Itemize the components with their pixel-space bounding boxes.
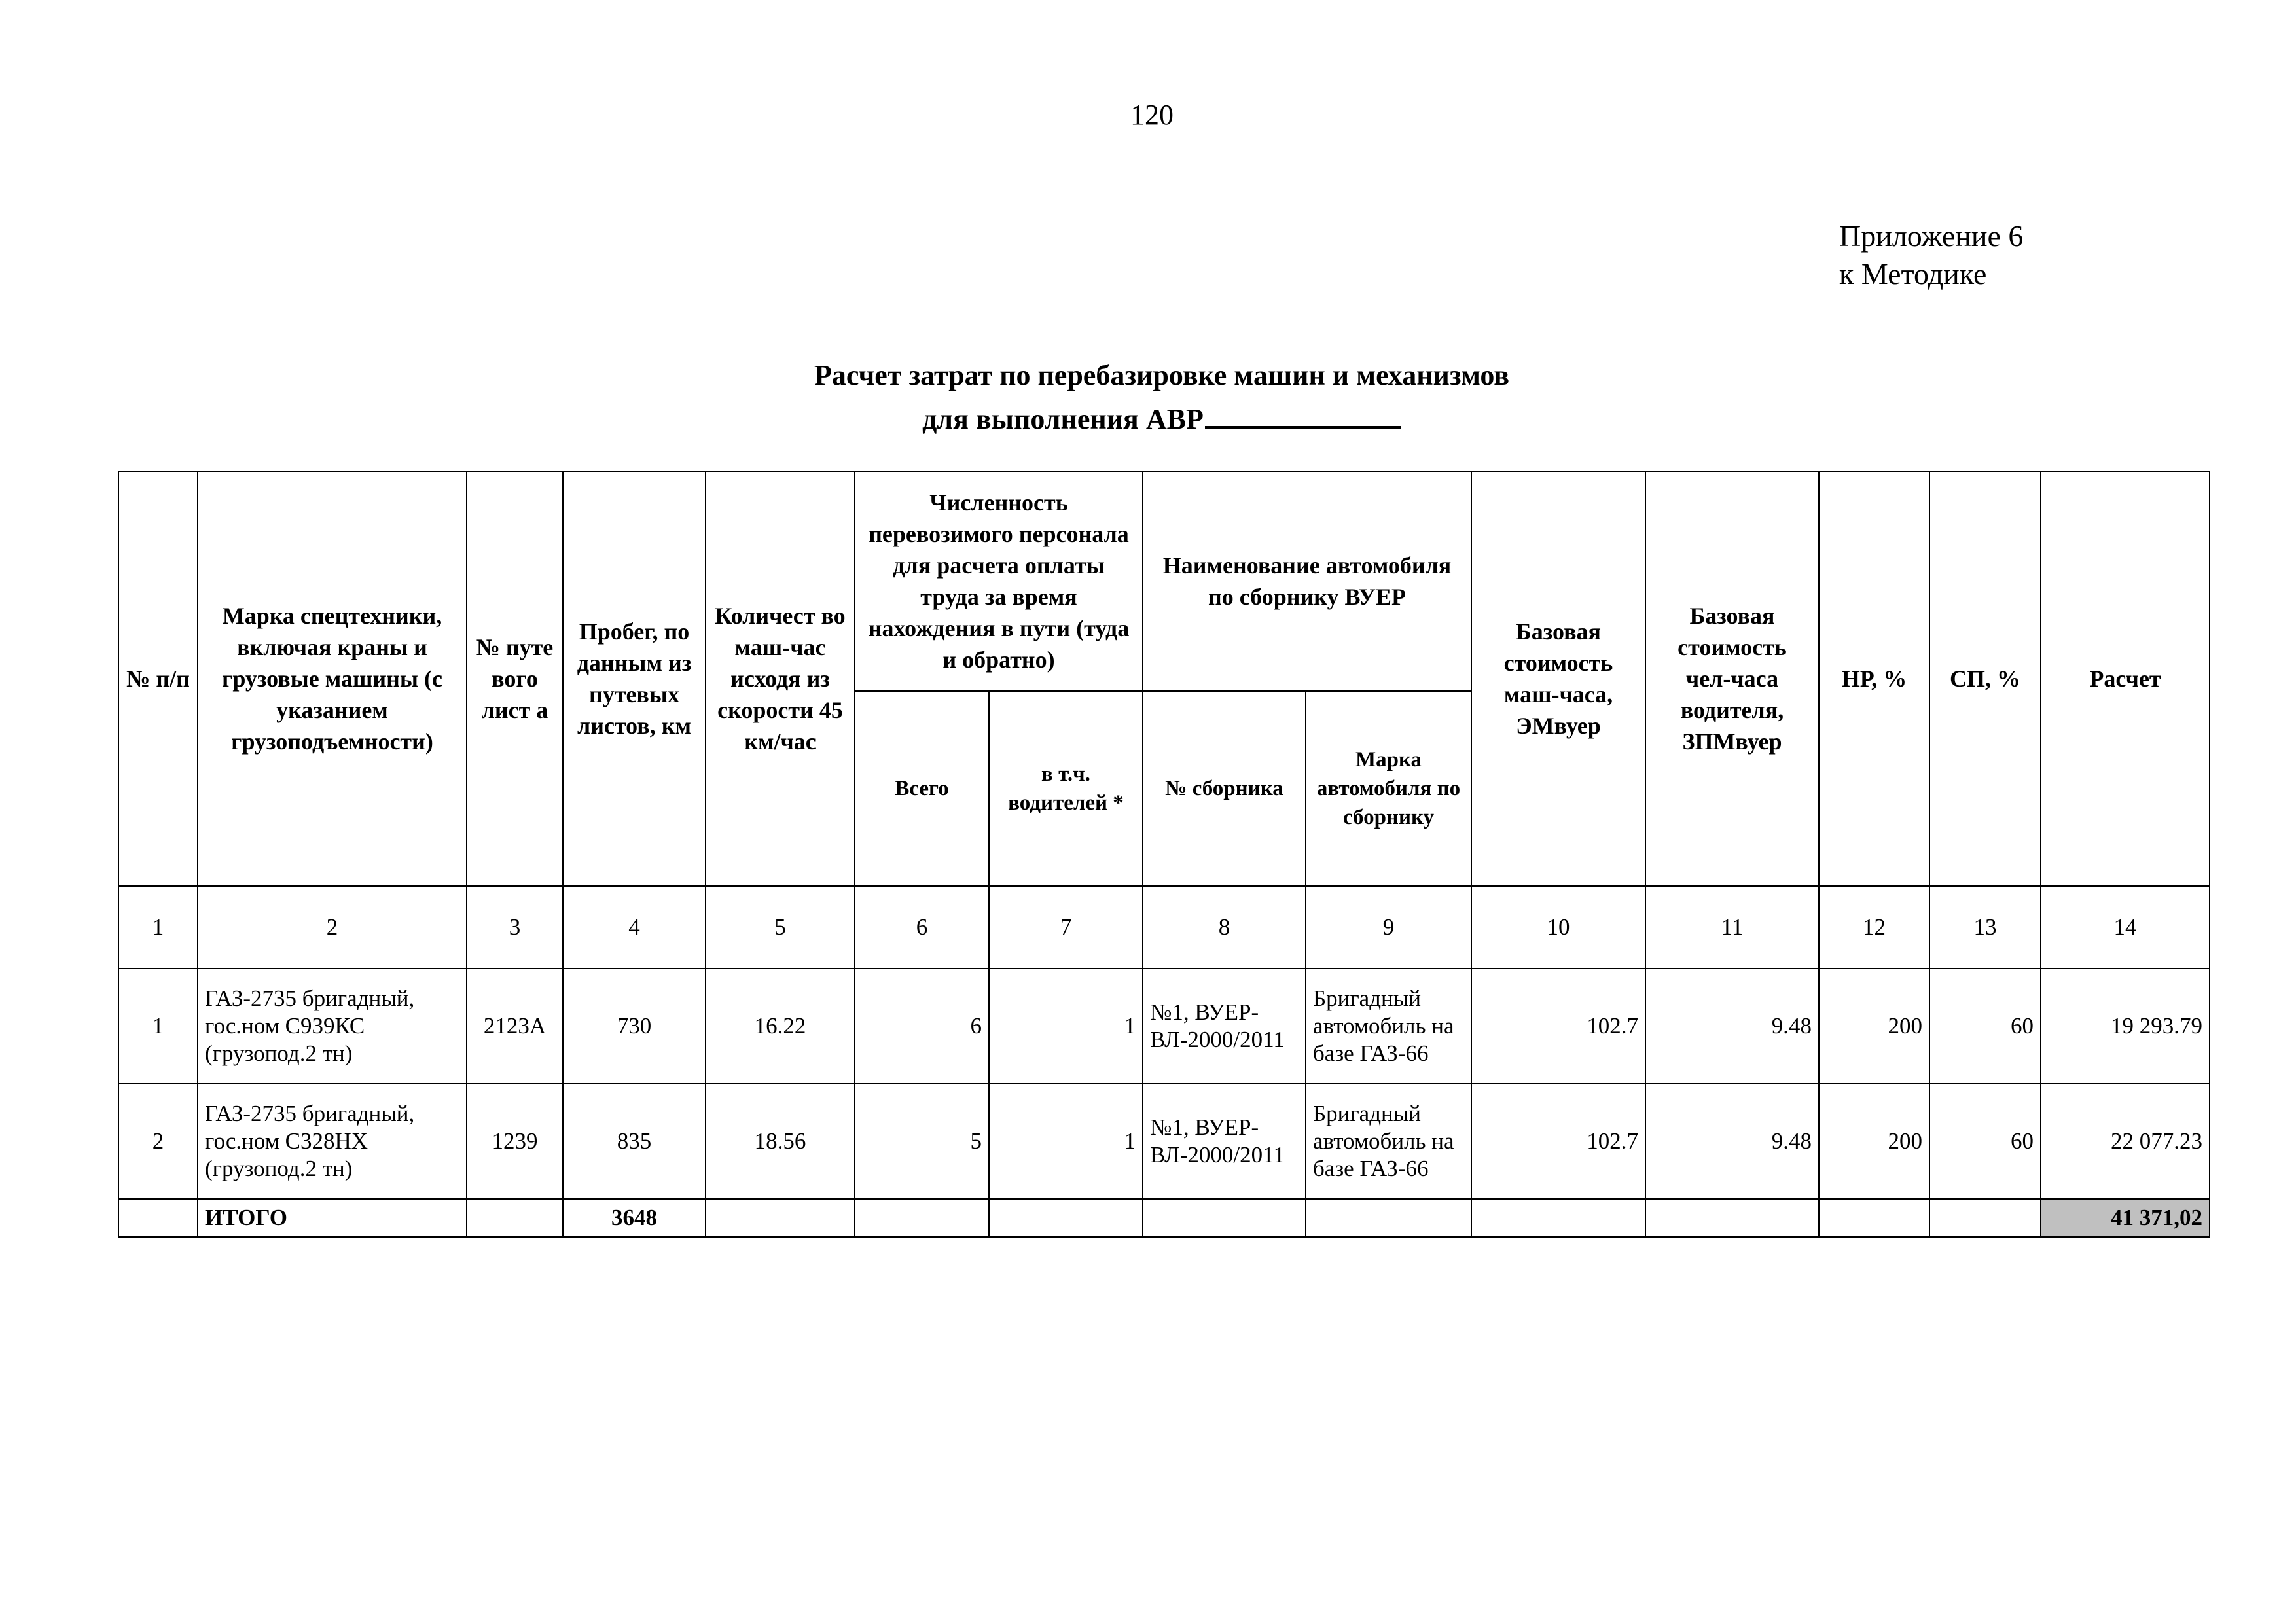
header-sp: СП, % bbox=[1929, 471, 2041, 886]
column-number: 10 bbox=[1471, 886, 1645, 969]
total-empty bbox=[989, 1199, 1143, 1237]
column-number: 14 bbox=[2041, 886, 2210, 969]
header-hours: Количест во маш-час исходя из скорости 45 км/час bbox=[706, 471, 855, 886]
total-empty bbox=[1471, 1199, 1645, 1237]
title-line-2-text: для выполнения АВР bbox=[922, 403, 1204, 435]
total-empty bbox=[706, 1199, 855, 1237]
total-label: ИТОГО bbox=[198, 1199, 467, 1237]
page-number: 120 bbox=[1130, 99, 1174, 131]
title-line-2 bbox=[458, 395, 1865, 438]
row-sp: 60 bbox=[1929, 1084, 2041, 1199]
row-np: 200 bbox=[1819, 969, 1929, 1084]
row-num: 2 bbox=[118, 1084, 198, 1199]
column-number: 12 bbox=[1819, 886, 1929, 969]
total-empty bbox=[1929, 1199, 2041, 1237]
grand-total: 41 371,02 bbox=[2041, 1199, 2210, 1237]
column-number: 3 bbox=[467, 886, 563, 969]
row-mileage: 730 bbox=[563, 969, 706, 1084]
column-number: 11 bbox=[1645, 886, 1819, 969]
header-base-driver-cost: Базовая стоимость чел-часа водителя, ЗПМвуер bbox=[1645, 471, 1819, 886]
header-total-people: Всего bbox=[855, 691, 989, 886]
total-empty bbox=[1645, 1199, 1819, 1237]
header-collection-no: № сборника bbox=[1143, 691, 1306, 886]
appendix-line-1: Приложение 6 bbox=[1839, 219, 2024, 253]
row-total-people: 6 bbox=[855, 969, 989, 1084]
header-np: НР, % bbox=[1819, 471, 1929, 886]
total-empty bbox=[118, 1199, 198, 1237]
header-num: № п/п bbox=[118, 471, 198, 886]
row-base-driver-cost: 9.48 bbox=[1645, 969, 1819, 1084]
title-line-1: Расчет затрат по перебазировке машин и механизмов bbox=[814, 359, 1510, 391]
row-waybill: 1239 bbox=[467, 1084, 563, 1199]
header-brand: Марка спецтехники, включая краны и грузовые машины (с указанием грузоподъемности) bbox=[198, 471, 467, 886]
table-row bbox=[118, 1084, 2210, 1199]
row-drivers: 1 bbox=[989, 1084, 1143, 1199]
row-calc: 19 293.79 bbox=[2041, 969, 2210, 1084]
column-number: 6 bbox=[855, 886, 989, 969]
row-sp: 60 bbox=[1929, 969, 2041, 1084]
column-number-row bbox=[118, 886, 2210, 969]
total-empty bbox=[1819, 1199, 1929, 1237]
header-personnel: Численность перевозимого персонала для расчета оплаты труда за время нахождения в пути (туда и обратно) bbox=[855, 471, 1143, 691]
column-number: 1 bbox=[118, 886, 198, 969]
row-hours: 16.22 bbox=[706, 969, 855, 1084]
header-calc: Расчет bbox=[2041, 471, 2210, 886]
column-number: 4 bbox=[563, 886, 706, 969]
column-number: 7 bbox=[989, 886, 1143, 969]
column-number: 8 bbox=[1143, 886, 1306, 969]
row-collection-no: №1, ВУЕР-ВЛ-2000/2011 bbox=[1143, 969, 1306, 1084]
header-mileage: Пробег, по данным из путевых листов, км bbox=[563, 471, 706, 886]
table-row bbox=[118, 969, 2210, 1084]
cost-calculation-table bbox=[118, 471, 2210, 1238]
row-np: 200 bbox=[1819, 1084, 1929, 1199]
header-waybill: № путе вого лист а bbox=[467, 471, 563, 886]
total-mileage: 3648 bbox=[563, 1199, 706, 1237]
column-number: 9 bbox=[1306, 886, 1471, 969]
row-base-machine-cost: 102.7 bbox=[1471, 969, 1645, 1084]
column-number: 13 bbox=[1929, 886, 2041, 969]
column-number: 2 bbox=[198, 886, 467, 969]
row-calc: 22 077.23 bbox=[2041, 1084, 2210, 1199]
row-hours: 18.56 bbox=[706, 1084, 855, 1199]
column-number: 5 bbox=[706, 886, 855, 969]
row-num: 1 bbox=[118, 969, 198, 1084]
total-empty bbox=[1306, 1199, 1471, 1237]
header-base-machine-cost: Базовая стоимость маш-часа, ЭМвуер bbox=[1471, 471, 1645, 886]
row-base-machine-cost: 102.7 bbox=[1471, 1084, 1645, 1199]
header-vehicle-name: Наименование автомобиля по сборнику ВУЕР bbox=[1143, 471, 1471, 691]
row-collection-brand: Бригадный автомобиль на базе ГАЗ-66 bbox=[1306, 1084, 1471, 1199]
total-empty bbox=[467, 1199, 563, 1237]
header-row-1 bbox=[118, 471, 2210, 691]
total-row bbox=[118, 1199, 2210, 1237]
total-empty bbox=[855, 1199, 989, 1237]
row-base-driver-cost: 9.48 bbox=[1645, 1084, 1819, 1199]
row-mileage: 835 bbox=[563, 1084, 706, 1199]
appendix-line-2: к Методике bbox=[1839, 257, 1987, 291]
row-waybill: 2123А bbox=[467, 969, 563, 1084]
row-collection-brand: Бригадный автомобиль на базе ГАЗ-66 bbox=[1306, 969, 1471, 1084]
row-brand: ГАЗ-2735 бригадный, гос.ном С328НХ (грузопод.2 тн) bbox=[198, 1084, 467, 1199]
row-total-people: 5 bbox=[855, 1084, 989, 1199]
header-collection-brand: Марка автомобиля по сборнику bbox=[1306, 691, 1471, 886]
row-drivers: 1 bbox=[989, 969, 1143, 1084]
header-drivers: в т.ч. водителей * bbox=[989, 691, 1143, 886]
row-brand: ГАЗ-2735 бригадный, гос.ном С939КС (грузопод.2 тн) bbox=[198, 969, 467, 1084]
document-title bbox=[458, 357, 1865, 438]
appendix-note bbox=[1839, 217, 2023, 293]
total-empty bbox=[1143, 1199, 1306, 1237]
fill-in-blank bbox=[1205, 395, 1401, 429]
row-collection-no: №1, ВУЕР-ВЛ-2000/2011 bbox=[1143, 1084, 1306, 1199]
